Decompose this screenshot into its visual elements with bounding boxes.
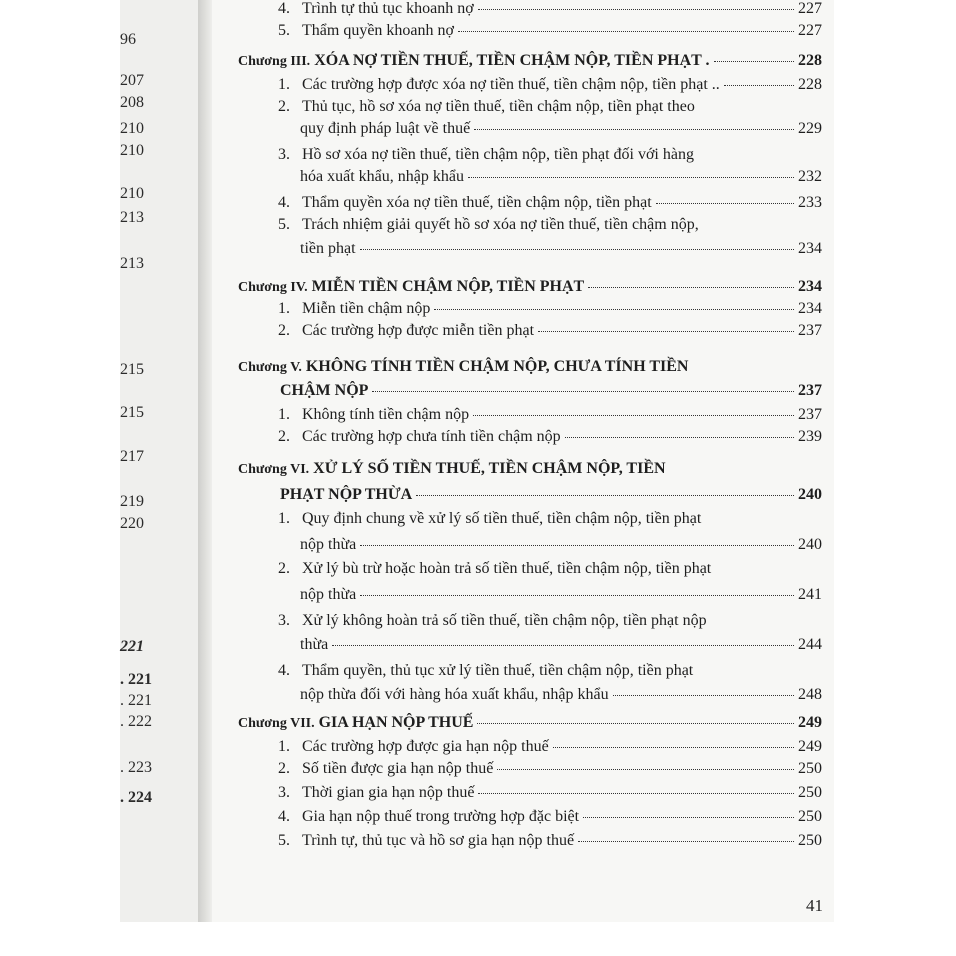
toc-entry xyxy=(278,406,822,424)
toc-entry-number: 5. xyxy=(278,22,290,39)
dot-leader xyxy=(332,645,794,646)
toc-entry-title: Các trường hợp được miễn tiền phạt xyxy=(302,322,535,339)
toc-entry xyxy=(300,240,822,258)
dot-leader xyxy=(478,793,794,794)
toc-entry-title: tiền phạt xyxy=(300,240,356,257)
toc-page-number: 228 xyxy=(798,52,822,69)
toc-entry xyxy=(278,738,822,756)
toc-chapter-label: Chương VII. xyxy=(238,716,315,731)
toc-entry-title: Không tính tiền chậm nộp xyxy=(302,406,470,423)
left-page-number: 221 xyxy=(120,638,144,655)
toc-entry-number: 2. xyxy=(278,560,290,577)
toc-entry-title: Xử lý không hoàn trả số tiền thuế, tiền chậm nộp, tiền phạt nộp xyxy=(302,612,707,629)
toc-entry-number: 3. xyxy=(278,784,290,801)
left-page-number: . 221 xyxy=(120,671,152,688)
toc-chapter-label: Chương V. xyxy=(238,360,302,375)
toc-entry xyxy=(300,536,822,554)
toc-entry xyxy=(300,168,822,186)
toc-entry-title: Hồ sơ xóa nợ tiền thuế, tiền chậm nộp, tiền phạt đối với hàng xyxy=(302,146,694,163)
toc-entry xyxy=(278,832,822,850)
toc-page-number: 250 xyxy=(798,784,822,801)
toc-entry xyxy=(278,662,822,680)
dot-leader xyxy=(578,841,794,842)
toc-entry-title: hóa xuất khẩu, nhập khẩu xyxy=(300,168,464,185)
toc-entry-title: Thời gian gia hạn nộp thuế xyxy=(302,784,475,801)
toc-entry-title: nộp thừa xyxy=(300,536,357,553)
toc-entry-title: Các trường hợp được xóa nợ tiền thuế, tiền chậm nộp, tiền phạt .. xyxy=(302,76,720,93)
toc-entry-number: 3. xyxy=(278,146,290,163)
toc-chapter xyxy=(238,358,822,376)
toc-page-number: 237 xyxy=(798,382,822,399)
toc-entry-title: MIỄN TIỀN CHẬM NỘP, TIỀN PHẠT xyxy=(311,278,585,295)
toc-entry xyxy=(278,784,822,802)
toc-entry xyxy=(278,428,822,446)
dot-leader xyxy=(656,203,794,204)
toc-entry xyxy=(278,194,822,212)
toc-chapter xyxy=(238,278,822,296)
toc-entry-number: 4. xyxy=(278,194,290,211)
left-page-number: 213 xyxy=(120,255,144,272)
left-page-number: 210 xyxy=(120,185,144,202)
toc-entry-title: Xử lý bù trừ hoặc hoàn trả số tiền thuế, tiền chậm nộp, tiền phạt xyxy=(302,560,712,577)
dot-leader xyxy=(468,177,794,178)
toc-page-number: 250 xyxy=(798,832,822,849)
toc-page-number: 232 xyxy=(798,168,822,185)
toc-entry-title: Số tiền được gia hạn nộp thuế xyxy=(302,760,494,777)
toc-page-number: 240 xyxy=(798,536,822,553)
toc-chapter xyxy=(280,382,822,400)
dot-leader xyxy=(372,391,794,392)
toc-entry-title: Thủ tục, hồ sơ xóa nợ tiền thuế, tiền chậm nộp, tiền phạt theo xyxy=(302,98,695,115)
toc-chapter-label: Chương VI. xyxy=(238,462,310,477)
toc-entry-number: 5. xyxy=(278,216,290,233)
toc-entry xyxy=(278,76,822,94)
dot-leader xyxy=(458,31,794,32)
toc-entry-title: nộp thừa đối với hàng hóa xuất khẩu, nhập khẩu xyxy=(300,686,609,703)
toc-entry-title: quy định pháp luật về thuế xyxy=(300,120,471,137)
dot-leader xyxy=(724,85,794,86)
toc-entry xyxy=(278,216,822,234)
left-page-number: 220 xyxy=(120,515,144,532)
toc-entry xyxy=(278,300,822,318)
toc-entry-number: 2. xyxy=(278,98,290,115)
left-page-number: 219 xyxy=(120,493,144,510)
toc-entry-title: XÓA NỢ TIỀN THUẾ, TIỀN CHẬM NỘP, TIỀN PHẠT . xyxy=(314,52,710,69)
toc-page-number: 249 xyxy=(798,714,822,731)
background xyxy=(834,0,956,956)
toc-entry-number: 1. xyxy=(278,510,290,527)
toc-page-number: 250 xyxy=(798,760,822,777)
dot-leader xyxy=(497,769,794,770)
toc-entry-title: CHẬM NỘP xyxy=(280,382,369,399)
toc-page-number: 239 xyxy=(798,428,822,445)
toc-entry xyxy=(300,636,822,654)
dot-leader xyxy=(360,545,794,546)
toc-entry-title: nộp thừa xyxy=(300,586,357,603)
toc-entry-number: 3. xyxy=(278,612,290,629)
toc-entry-number: 2. xyxy=(278,428,290,445)
toc-page-number: 250 xyxy=(798,808,822,825)
toc-page-number: 237 xyxy=(798,322,822,339)
toc-entry-title: XỬ LÝ SỐ TIỀN THUẾ, TIỀN CHẬM NỘP, TIỀN xyxy=(313,460,666,477)
toc-page-number: 233 xyxy=(798,194,822,211)
dot-leader xyxy=(553,747,794,748)
toc-page-number: 237 xyxy=(798,406,822,423)
background-bottom xyxy=(0,922,834,956)
toc-entry xyxy=(278,22,822,40)
left-page-number: 207 xyxy=(120,72,144,89)
left-page-number: 96 xyxy=(120,31,136,48)
toc-entry-title: Thẩm quyền, thủ tục xử lý tiền thuế, tiền chậm nộp, tiền phạt xyxy=(302,662,694,679)
toc-page-number: 234 xyxy=(798,240,822,257)
dot-leader xyxy=(565,437,794,438)
dot-leader xyxy=(360,249,794,250)
toc-entry-title: PHẠT NỘP THỪA xyxy=(280,486,413,503)
toc-entry-number: 4. xyxy=(278,0,290,17)
toc-entry-title: Quy định chung về xử lý số tiền thuế, tiền chậm nộp, tiền phạt xyxy=(302,510,702,527)
dot-leader xyxy=(714,61,794,62)
toc-page-number: 240 xyxy=(798,486,822,503)
toc-entry-title: KHÔNG TÍNH TIỀN CHẬM NỘP, CHƯA TÍNH TIỀN xyxy=(305,358,689,375)
toc-page-number: 249 xyxy=(798,738,822,755)
toc-entry-title: Thẩm quyền khoanh nợ xyxy=(302,22,454,39)
toc-page-number: 248 xyxy=(798,686,822,703)
toc-entry-number: 4. xyxy=(278,662,290,679)
toc-entry-title: Thẩm quyền xóa nợ tiền thuế, tiền chậm nộp, tiền phạt xyxy=(302,194,652,211)
dot-leader xyxy=(474,129,794,130)
toc-entry xyxy=(278,146,822,164)
toc-entry-title: Miễn tiền chậm nộp xyxy=(302,300,431,317)
toc-entry-title: Trình tự thủ tục khoanh nợ xyxy=(302,0,474,17)
left-page-number: 213 xyxy=(120,209,144,226)
dot-leader xyxy=(538,331,794,332)
toc-chapter xyxy=(238,714,822,732)
toc-page-number: 227 xyxy=(798,0,822,17)
dot-leader xyxy=(583,817,794,818)
toc-entry-title: thừa xyxy=(300,636,329,653)
toc-entry xyxy=(278,760,822,778)
toc-entry-title: Trách nhiệm giải quyết hồ sơ xóa nợ tiền thuế, tiền chậm nộp, xyxy=(302,216,699,233)
dot-leader xyxy=(588,287,794,288)
right-page xyxy=(212,0,834,922)
left-page-number: . 221 xyxy=(120,692,152,709)
toc-chapter xyxy=(238,460,822,478)
toc-entry-title: GIA HẠN NỘP THUẾ xyxy=(318,714,474,731)
toc-entry xyxy=(278,612,822,630)
left-page-number: . 224 xyxy=(120,789,152,806)
toc-entry xyxy=(300,586,822,604)
toc-chapter xyxy=(280,486,822,504)
toc-entry xyxy=(300,120,822,138)
left-page-number: 208 xyxy=(120,94,144,111)
left-page-number: . 222 xyxy=(120,713,152,730)
dot-leader xyxy=(613,695,794,696)
dot-leader xyxy=(434,309,794,310)
toc-chapter-label: Chương IV. xyxy=(238,280,308,295)
toc-entry xyxy=(278,560,822,578)
toc-entry-number: 1. xyxy=(278,76,290,93)
left-page-number: . 223 xyxy=(120,759,152,776)
toc-entry-number: 2. xyxy=(278,760,290,777)
toc-entry xyxy=(278,98,822,116)
toc-entry-title: Gia hạn nộp thuế trong trường hợp đặc biệt xyxy=(302,808,580,825)
toc-page-number: 241 xyxy=(798,586,822,603)
toc-entry-title: Trình tự, thủ tục và hồ sơ gia hạn nộp thuế xyxy=(302,832,575,849)
left-page xyxy=(120,0,202,922)
left-page-number: 215 xyxy=(120,404,144,421)
page-number: 41 xyxy=(806,896,823,915)
left-page-number: 210 xyxy=(120,142,144,159)
toc-entry-number: 1. xyxy=(278,738,290,755)
toc-page-number: 227 xyxy=(798,22,822,39)
toc-entry xyxy=(278,510,822,528)
toc-page-number: 228 xyxy=(798,76,822,93)
toc-entry-title: Các trường hợp được gia hạn nộp thuế xyxy=(302,738,549,755)
toc-entry xyxy=(278,808,822,826)
dot-leader xyxy=(477,723,794,724)
toc-entry-number: 1. xyxy=(278,406,290,423)
toc-entry xyxy=(278,322,822,340)
dot-leader xyxy=(360,595,794,596)
dot-leader xyxy=(478,9,794,10)
toc-chapter xyxy=(238,52,822,70)
toc-entry xyxy=(300,686,822,704)
toc-page-number: 234 xyxy=(798,278,822,295)
toc-entry-number: 5. xyxy=(278,832,290,849)
left-page-number: 217 xyxy=(120,448,144,465)
dot-leader xyxy=(473,415,794,416)
toc-page-number: 244 xyxy=(798,636,822,653)
toc-chapter-label: Chương III. xyxy=(238,54,311,69)
toc-entry-number: 4. xyxy=(278,808,290,825)
toc-entry-title: Các trường hợp chưa tính tiền chậm nộp xyxy=(302,428,561,445)
left-page-number: 215 xyxy=(120,361,144,378)
toc-entry-number: 1. xyxy=(278,300,290,317)
toc-entry-number: 2. xyxy=(278,322,290,339)
toc-entry xyxy=(278,0,822,18)
left-page-number: 210 xyxy=(120,120,144,137)
toc-page-number: 229 xyxy=(798,120,822,137)
dot-leader xyxy=(416,495,794,496)
toc-page-number: 234 xyxy=(798,300,822,317)
